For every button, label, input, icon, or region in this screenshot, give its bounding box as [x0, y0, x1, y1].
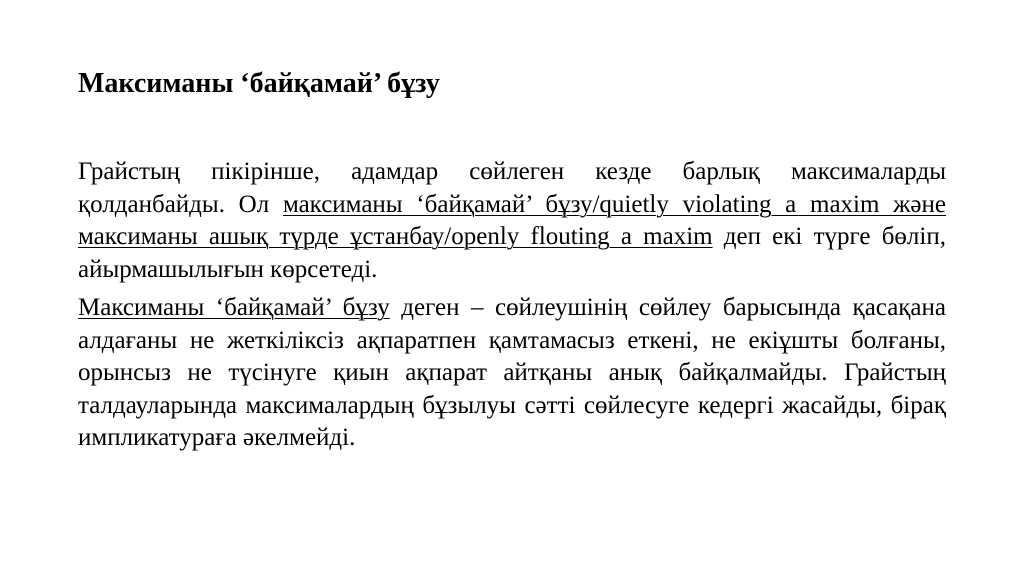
paragraph-1-text-before: Грайстың пікірінше, адамдар сөйлеген кезде барлық максималарды қолданбайды. Ол	[78, 158, 946, 218]
slide-title: Максиманы ‘байқамай’ бұзу	[78, 68, 440, 99]
paragraph-2	[78, 292, 946, 455]
slide-body	[78, 156, 946, 461]
paragraph-1-text-after: деп екі түрге бөліп, айырмашылығын көрсетеді.	[78, 223, 946, 283]
paragraph-2-underlined-term: Максиманы ‘байқамай’ бұзу	[78, 294, 390, 321]
paragraph-2-text-after: деген – сөйлеушінің сөйлеу барысында қасақана алдағаны не жеткіліксіз ақпаратпен қамтамасыз еткені, не екіұшты болғаны, орынсыз не түсінуге қиын ақпарат айтқаны анық байқалмайды. Грайстың талдауларында максималардың бұзылуы сәтті сөйлесуге кедергі жасайды, бірақ импликатураға әкелмейді.	[78, 294, 947, 451]
paragraph-1-underlined-terms: максиманы ‘байқамай’ бұзу/quietly violating a maxim және максиманы ашық түрде ұстанбау/openly flouting a maxim	[78, 190, 946, 250]
paragraph-1	[78, 156, 946, 286]
